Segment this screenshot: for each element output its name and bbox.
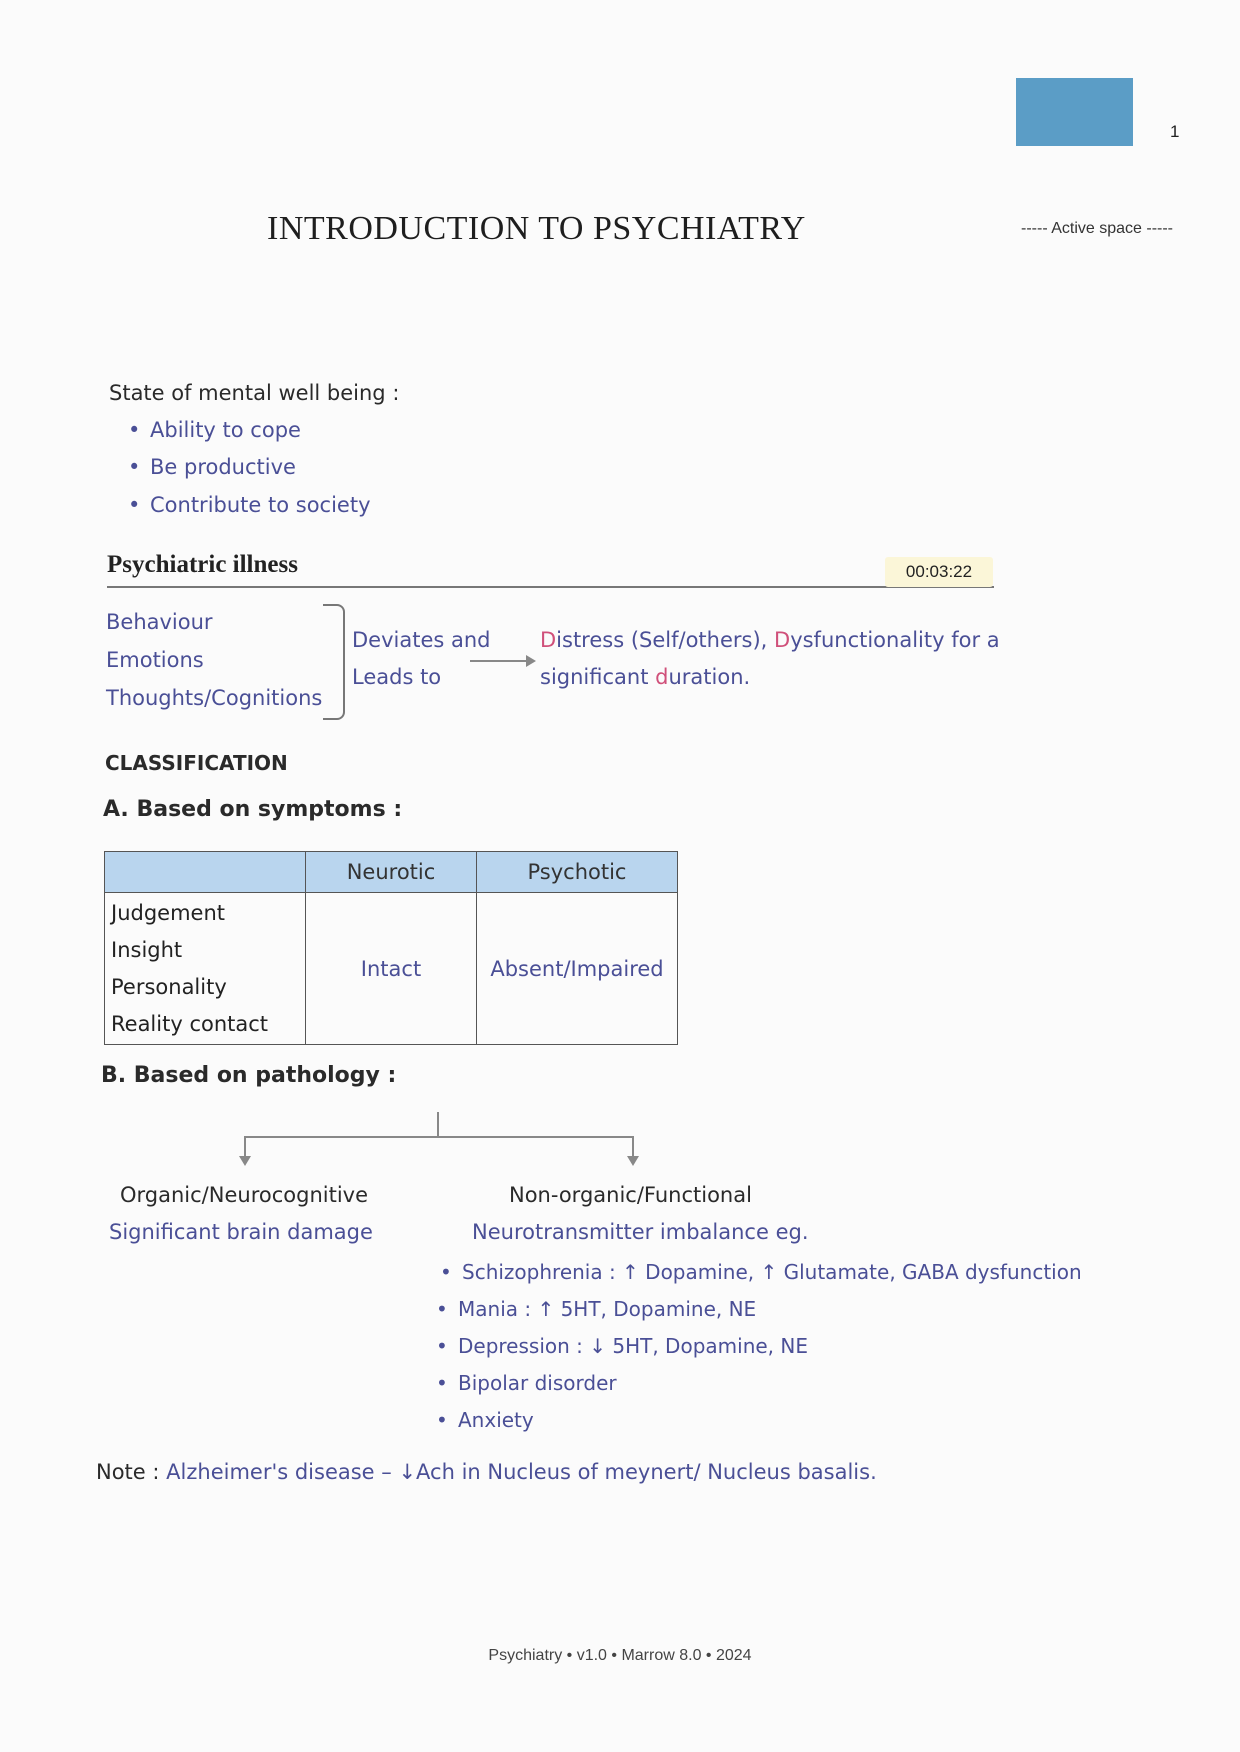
- table-header: Psychotic: [477, 852, 678, 893]
- intro-item: • Ability to cope: [150, 418, 301, 442]
- definition-result-line1: Distress (Self/others), Dysfunctionality for a: [540, 628, 1000, 652]
- classification-heading: CLASSIFICATION: [105, 751, 288, 775]
- domain-item: Emotions: [106, 648, 204, 672]
- row-label: Reality contact: [111, 1011, 269, 1036]
- table-header: [105, 852, 306, 893]
- note: [96, 1460, 877, 1485]
- active-space-label: ----- Active space -----: [1021, 220, 1173, 237]
- section-divider: [107, 586, 994, 588]
- symptoms-heading: A. Based on symptoms :: [103, 797, 403, 822]
- functional-item: • Anxiety: [458, 1408, 534, 1432]
- symptoms-table: [104, 851, 678, 1045]
- functional-title: Non-organic/Functional: [509, 1183, 752, 1207]
- row-labels-cell: [105, 893, 306, 1045]
- functional-item: • Depression : ↓ 5HT, Dopamine, NE: [458, 1334, 808, 1358]
- page-footer: Psychiatry • v1.0 • Marrow 8.0 • 2024: [488, 1647, 752, 1664]
- section-heading: Psychiatric illness: [107, 551, 298, 578]
- functional-item: • Mania : ↑ 5HT, Dopamine, NE: [458, 1297, 756, 1321]
- functional-item: • Bipolar disorder: [458, 1371, 617, 1395]
- link-text: Deviates and: [352, 628, 491, 652]
- note-text: Alzheimer's disease – ↓Ach in Nucleus of meynert/ Nucleus basalis.: [166, 1460, 877, 1484]
- corner-tab: [1016, 78, 1133, 146]
- functional-desc: Neurotransmitter imbalance eg.: [472, 1220, 809, 1244]
- domain-item: Thoughts/Cognitions: [106, 686, 323, 710]
- table-header: Neurotic: [306, 852, 477, 893]
- intro-item: • Be productive: [150, 455, 296, 479]
- grouping-brace: [323, 604, 345, 720]
- psychotic-cell: Absent/Impaired: [477, 893, 678, 1045]
- pathology-heading: B. Based on pathology :: [101, 1063, 397, 1088]
- definition-result-line2: significant duration.: [540, 665, 751, 689]
- neurotic-cell: Intact: [306, 893, 477, 1045]
- note-label: Note :: [96, 1460, 160, 1484]
- row-label: Insight: [111, 937, 183, 962]
- arrow-line: [470, 660, 530, 662]
- video-timestamp[interactable]: 00:03:22: [885, 557, 993, 587]
- row-label: Personality: [111, 974, 227, 999]
- tree-branch-right: [632, 1136, 634, 1158]
- row-label: Judgement: [111, 900, 226, 925]
- tree-branch-left: [244, 1136, 246, 1158]
- domain-item: Behaviour: [106, 610, 213, 634]
- page-number: 1: [1170, 122, 1180, 141]
- arrow-down-icon: [239, 1156, 251, 1166]
- tree-stem: [437, 1112, 439, 1136]
- intro-item: • Contribute to society: [150, 493, 371, 517]
- arrow-down-icon: [627, 1156, 639, 1166]
- page-title: INTRODUCTION TO PSYCHIATRY: [267, 210, 806, 247]
- organic-desc: Significant brain damage: [109, 1220, 373, 1244]
- arrow-right-icon: [526, 655, 536, 667]
- organic-title: Organic/Neurocognitive: [120, 1183, 369, 1207]
- intro-label: State of mental well being :: [109, 381, 400, 405]
- tree-bar: [244, 1136, 634, 1138]
- functional-item: • Schizophrenia : ↑ Dopamine, ↑ Glutamate, GABA dysfunction: [462, 1260, 1082, 1284]
- link-text: Leads to: [352, 665, 442, 689]
